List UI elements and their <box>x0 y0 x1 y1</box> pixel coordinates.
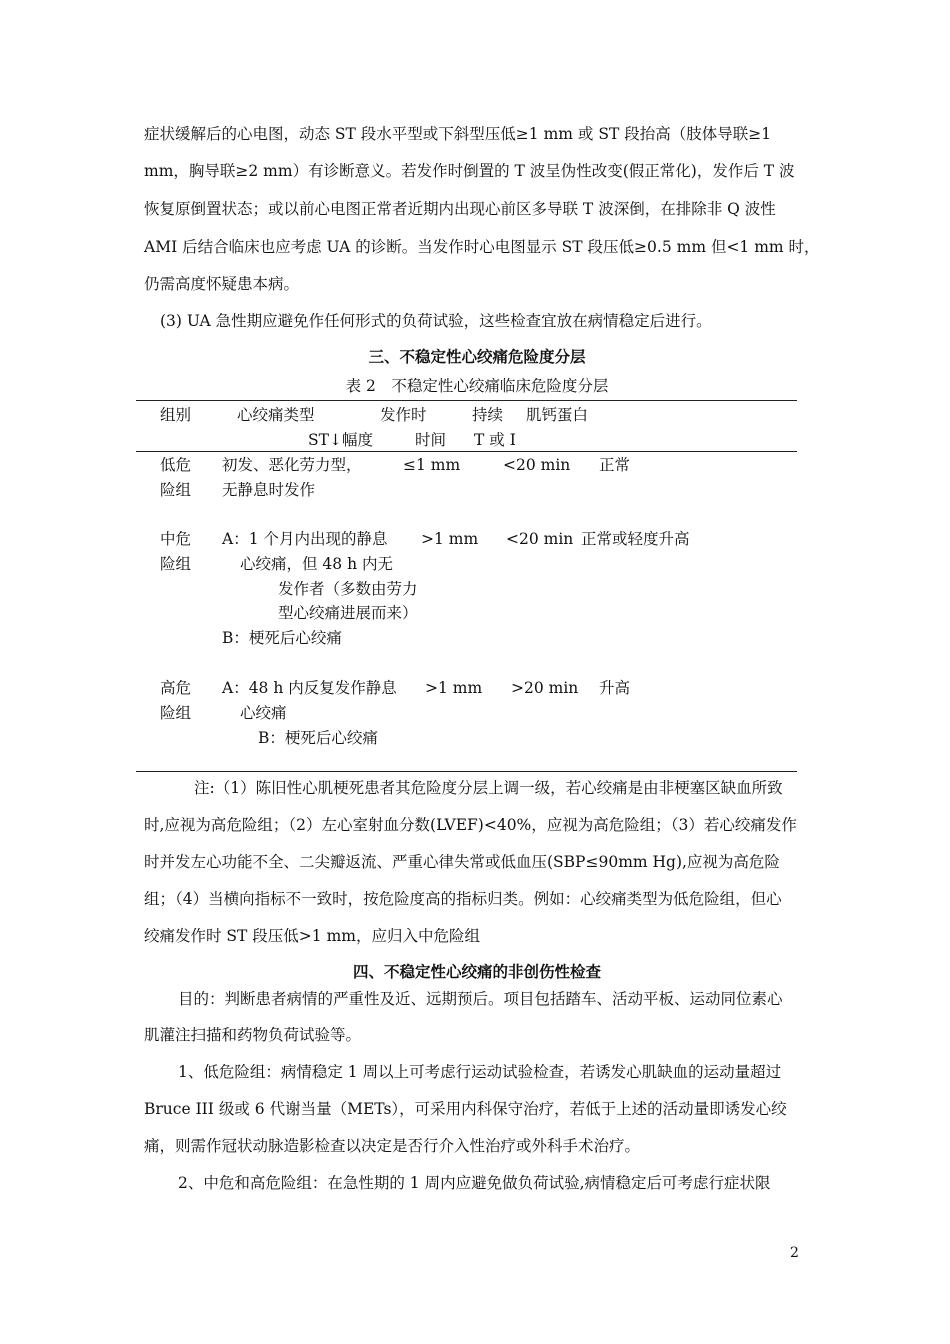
body-line: 痛，则需作冠状动脉造影检查以决定是否行介入性治疗或外科手术治疗。 <box>144 1137 641 1155</box>
row-mid-group: 中危 <box>160 530 192 548</box>
table-bottom-rule <box>136 771 797 772</box>
row-high-type: A：48 h 内反复发作静息 <box>222 679 397 697</box>
row-mid-group: 险组 <box>160 555 192 573</box>
row-mid-type: 型心绞痛进展而来） <box>278 604 418 622</box>
table-top-rule <box>136 400 797 401</box>
row-low-group: 险组 <box>160 481 192 499</box>
body-line: 症状缓解后的心电图，动态 ST 段水平型或下斜型压低≥1 mm 或 ST 段抬高（肢体导联≥1 <box>144 125 772 143</box>
row-mid-type: 发作者（多数由劳力 <box>278 580 418 598</box>
row-mid-type: A：1 个月内出现的静息 <box>222 530 388 548</box>
row-mid-type: B：梗死后心绞痛 <box>222 629 342 647</box>
page-number: 2 <box>790 1245 799 1261</box>
row-high-duration: >20 min <box>511 679 579 697</box>
body-line: 恢复原倒置状态；或以前心电图正常者近期内出现心前区多导联 T 波深倒，在排除非 Q 波性 <box>144 200 776 218</box>
section-heading-4: 四、不稳定性心绞痛的非创伤性检查 <box>352 962 601 981</box>
body-line: AMI 后结合临床也应考虑 UA 的诊断。当发作时心电图显示 ST 段压低≥0.5 mm 但<1 mm 时， <box>144 238 820 256</box>
row-high-st: >1 mm <box>425 679 483 697</box>
table-note-line: 组；（4）当横向指标不一致时，按危险度高的指标归类。例如：心绞痛类型为低危险组，但心 <box>144 890 782 908</box>
table-note-line: 时并发左心功能不全、二尖瓣返流、严重心律失常或低血压(SBP≤90mm Hg),应视为高危险 <box>144 853 780 871</box>
row-high-group: 高危 <box>160 679 192 697</box>
body-line: 肌灌注扫描和药物负荷试验等。 <box>144 1026 362 1044</box>
header-duration: 持续 <box>472 406 504 424</box>
row-low-group: 低危 <box>160 456 192 474</box>
table-note-line: 时,应视为高危险组；（2）左心室射血分数(LVEF)<40%，应视为高危险组；（3）若心绞痛发作 <box>144 816 797 834</box>
row-low-type: 初发、恶化劳力型， <box>222 456 362 474</box>
header-st: ST↓幅度 <box>308 431 373 449</box>
row-mid-duration: <20 min <box>506 530 574 548</box>
table-note-line: 注:（1）陈旧性心肌梗死患者其危险度分层上调一级，若心绞痛是由非梗塞区缺血所致 <box>194 779 783 797</box>
header-ti: T 或 I <box>474 431 516 449</box>
header-troponin: 肌钙蛋白 <box>526 406 589 424</box>
body-line: 1、低危险组：病情稳定 1 周以上可考虑行运动试验检查，若诱发心肌缺血的运动量超过 <box>178 1063 782 1081</box>
table-note-line: 绞痛发作时 ST 段压低>1 mm，应归入中危险组 <box>144 927 480 945</box>
body-line: 目的：判断患者病情的严重性及近、远期预后。项目包括踏车、活动平板、运动同位素心 <box>178 990 783 1008</box>
row-mid-st: >1 mm <box>421 530 479 548</box>
row-low-troponin: 正常 <box>599 456 631 474</box>
row-low-type: 无静息时发作 <box>222 481 316 499</box>
row-mid-type: 心绞痛，但 48 h 内无 <box>240 555 393 573</box>
body-line: 2、中危和高危险组：在急性期的 1 周内应避免做负荷试验,病情稳定后可考虑行症状限 <box>178 1174 771 1192</box>
body-line: Bruce III 级或 6 代谢当量（METs），可采用内科保守治疗，若低于上述的活动量即诱发心绞 <box>144 1100 787 1118</box>
row-low-duration: <20 min <box>503 456 571 474</box>
header-time: 时间 <box>415 431 447 449</box>
table-header-rule <box>136 451 797 452</box>
table-caption: 表 2 不稳定性心绞痛临床危险度分层 <box>345 377 609 395</box>
body-line: 仍需高度怀疑患本病。 <box>144 275 300 293</box>
header-type: 心绞痛类型 <box>237 406 315 424</box>
section-heading-3: 三、不稳定性心绞痛危险度分层 <box>368 347 586 366</box>
header-onset: 发作时 <box>380 406 427 424</box>
row-low-st: ≤1 mm <box>403 456 461 474</box>
row-high-group: 险组 <box>160 704 192 722</box>
row-high-type: 心绞痛 <box>240 704 287 722</box>
item-3: (3) UA 急性期应避免作任何形式的负荷试验，这些检查宜放在病情稳定后进行。 <box>160 312 712 330</box>
body-line: mm，胸导联≥2 mm）有诊断意义。若发作时倒置的 T 波呈伪性改变(假正常化)，发作后 T 波 <box>144 162 795 180</box>
row-mid-troponin: 正常或轻度升高 <box>581 530 690 548</box>
row-high-type: B：梗死后心绞痛 <box>258 729 378 747</box>
row-high-troponin: 升高 <box>599 679 631 697</box>
header-group: 组别 <box>160 406 192 424</box>
